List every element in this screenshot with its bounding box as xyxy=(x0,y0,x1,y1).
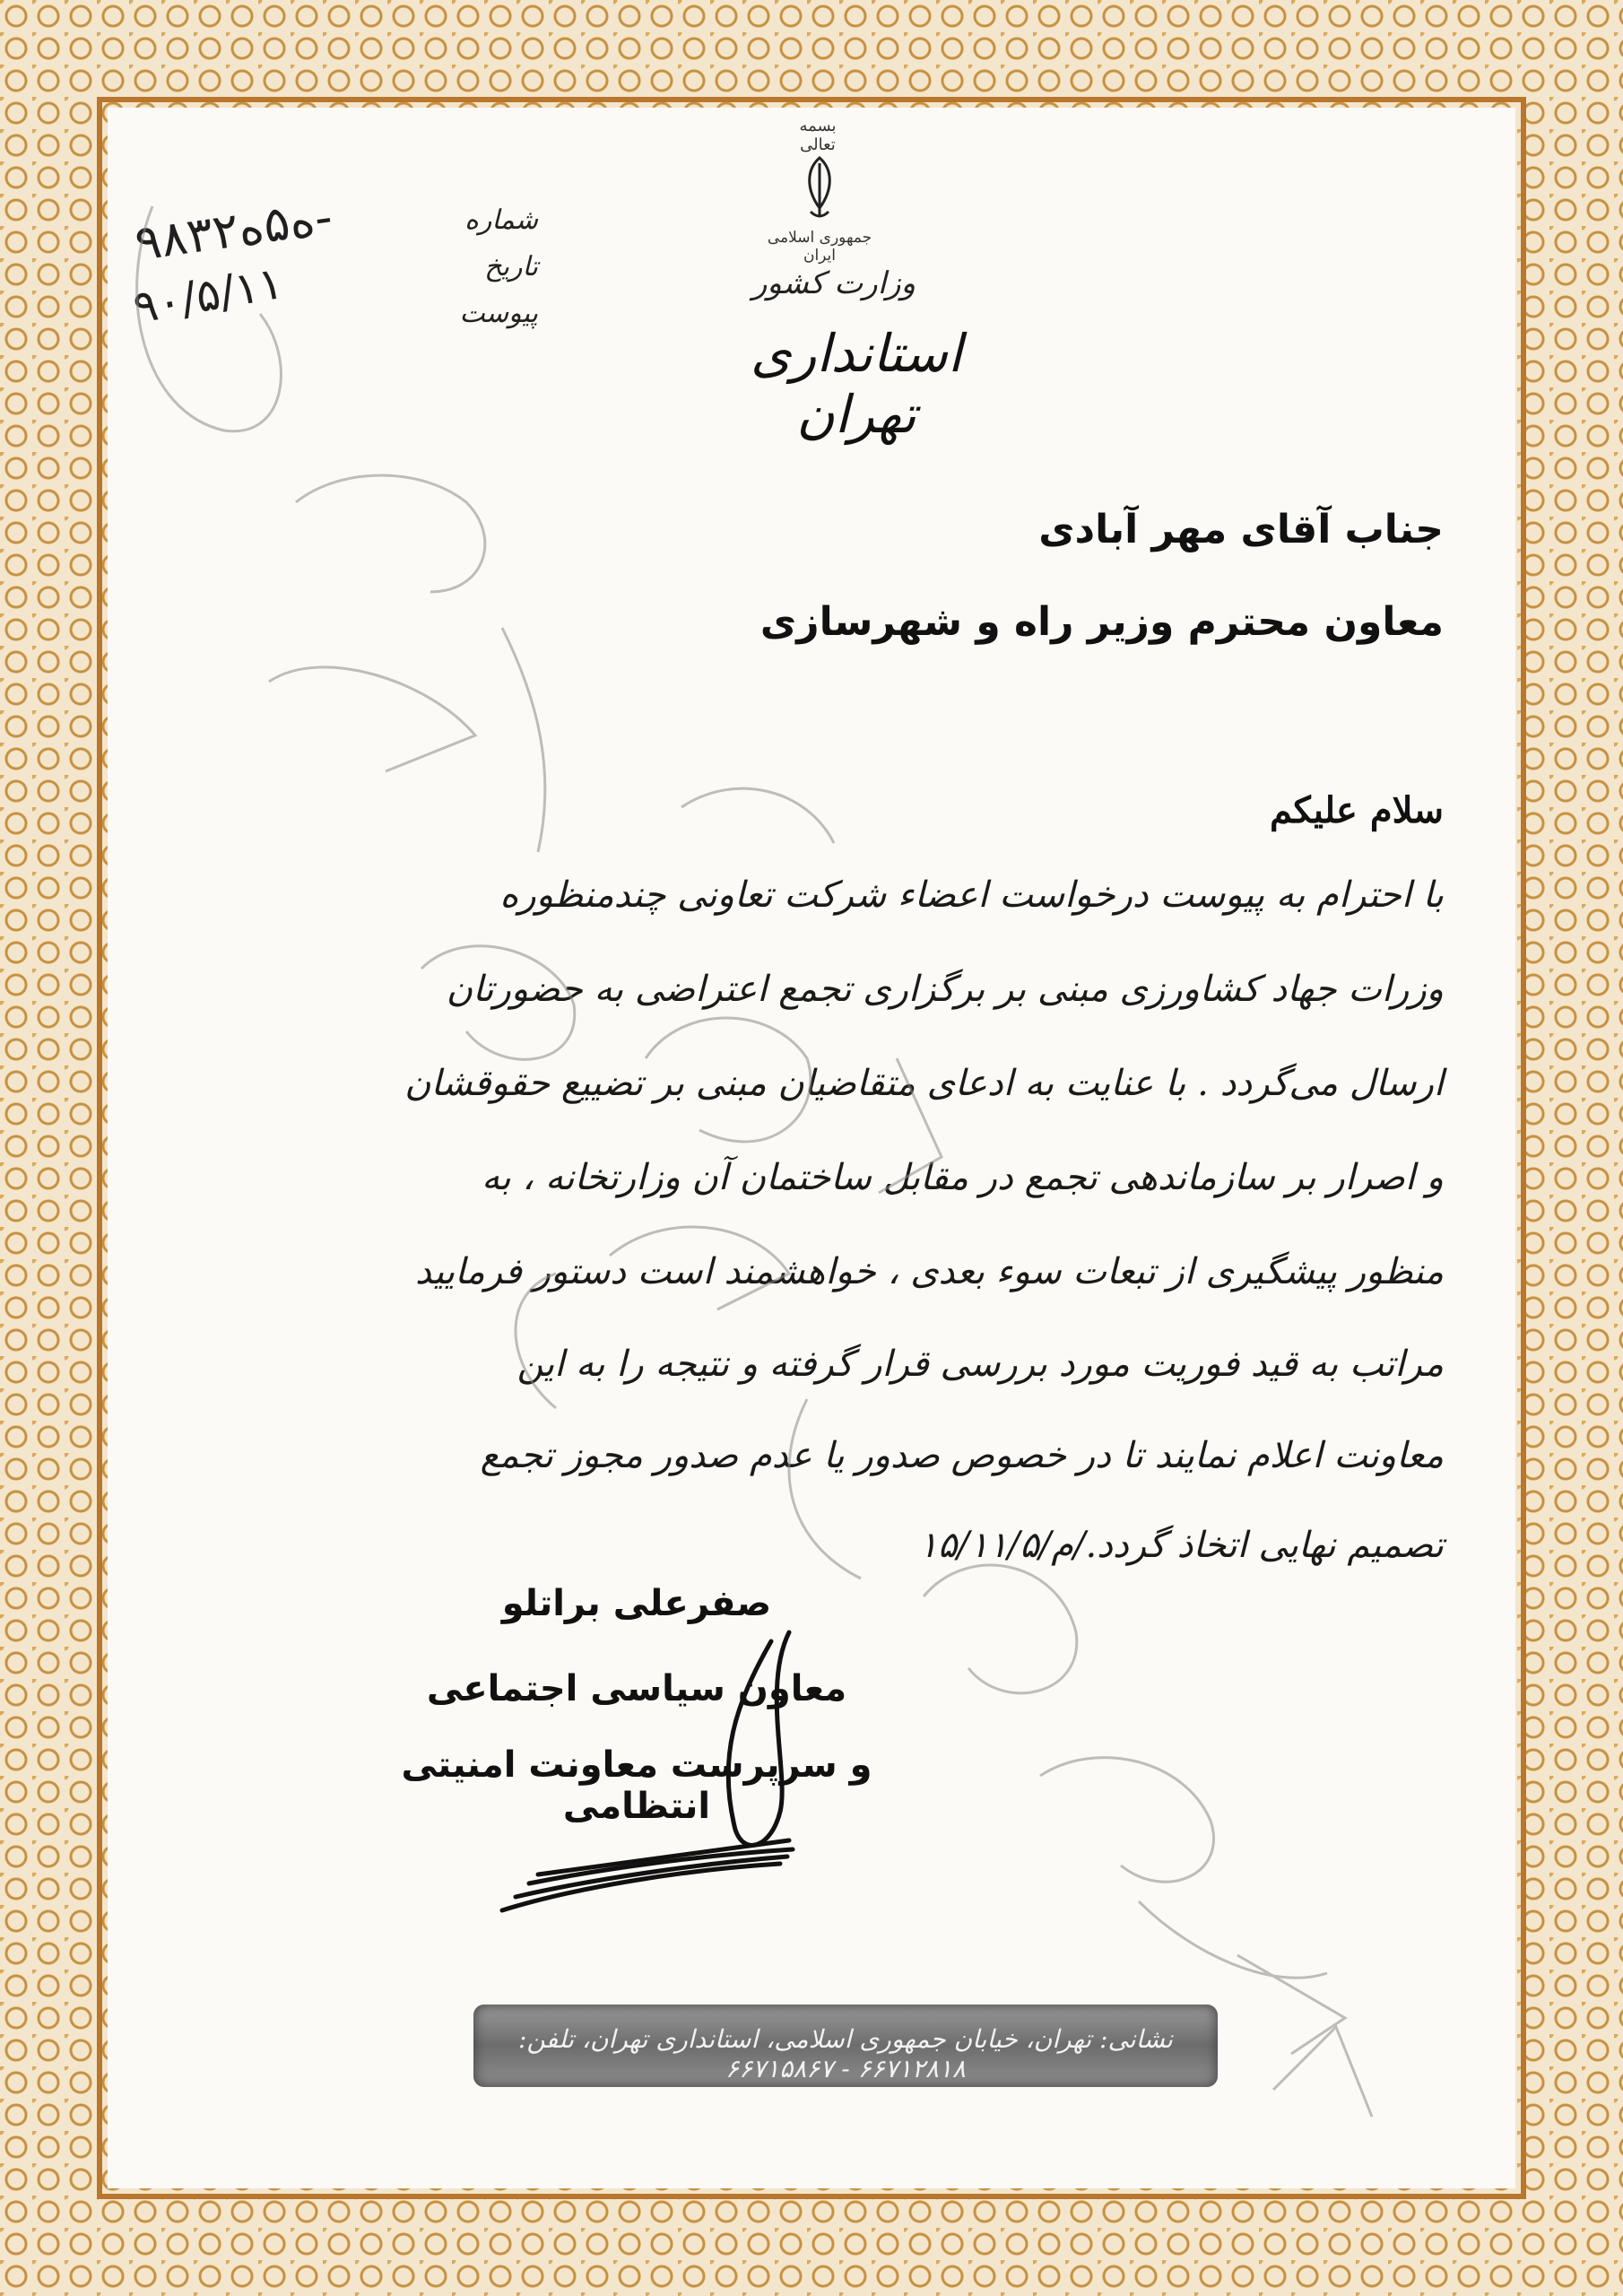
body-line: تصمیم نهایی اتخاذ گردد./م/۱۵/۱۱/۵ xyxy=(918,1525,1444,1566)
attachment-label: پیوست xyxy=(459,298,538,329)
footer-address-bar xyxy=(473,2005,1218,2087)
body-line: منظور پیشگیری از تبعات سوء بعدی ، خواهشمند است دستور فرمایید xyxy=(414,1251,1444,1292)
body-line: ارسال می‌گردد . با عنایت به ادعای متقاضیان مبنی بر تضییع حقوقشان xyxy=(404,1063,1444,1104)
signatory-title: معاون سیاسی اجتماعی xyxy=(426,1668,847,1709)
recipient-name: جناب آقای مهر آبادی xyxy=(1038,507,1444,552)
governorate-title: استانداری تهران xyxy=(751,323,962,445)
footer-address: نشانی: تهران، خیابان جمهوری اسلامی، استانداری تهران، تلفن: ۶۶۷۱۲۸۱۸ - ۶۶۷۱۵۸۶۷ xyxy=(518,2024,1173,2083)
republic-label: جمهوری اسلامی ایران xyxy=(767,229,872,265)
number-label: شماره xyxy=(464,204,538,236)
body-line: با احترام به پیوست درخواست اعضاء شرکت تعاونی چندمنظوره xyxy=(499,874,1444,916)
greeting: سلام علیکم xyxy=(1270,789,1444,831)
recipient-title: معاون محترم وزیر راه و شهرسازی xyxy=(759,599,1444,645)
body-line: وزرات جهاد کشاورزی مبنی بر برگزاری تجمع اعتراضی به حضورتان xyxy=(446,969,1444,1010)
date-label: تاریخ xyxy=(484,251,538,283)
signatory-title-2: و سرپرست معاونت امنیتی انتظامی xyxy=(401,1744,872,1827)
letter-number: ۹۸ه۵ه۳۲- xyxy=(131,187,336,273)
emblem-caption: بسمه تعالی xyxy=(799,117,837,154)
body-line: معاونت اعلام نمایند تا در خصوص صدور یا عدم صدور مجوز تجمع xyxy=(480,1435,1444,1476)
signatory-name: صفرعلی براتلو xyxy=(501,1583,772,1624)
ministry-label: وزارت کشور xyxy=(751,265,916,301)
body-line: و اصرار بر سازماندهی تجمع در مقابل ساختمان آن وزارتخانه ، به xyxy=(482,1157,1444,1198)
letter-date: ۹۰/۵/۱۱ xyxy=(129,256,287,335)
body-line: مراتب به قید فوریت مورد بررسی قرار گرفته و نتیجه را به این xyxy=(516,1344,1444,1385)
